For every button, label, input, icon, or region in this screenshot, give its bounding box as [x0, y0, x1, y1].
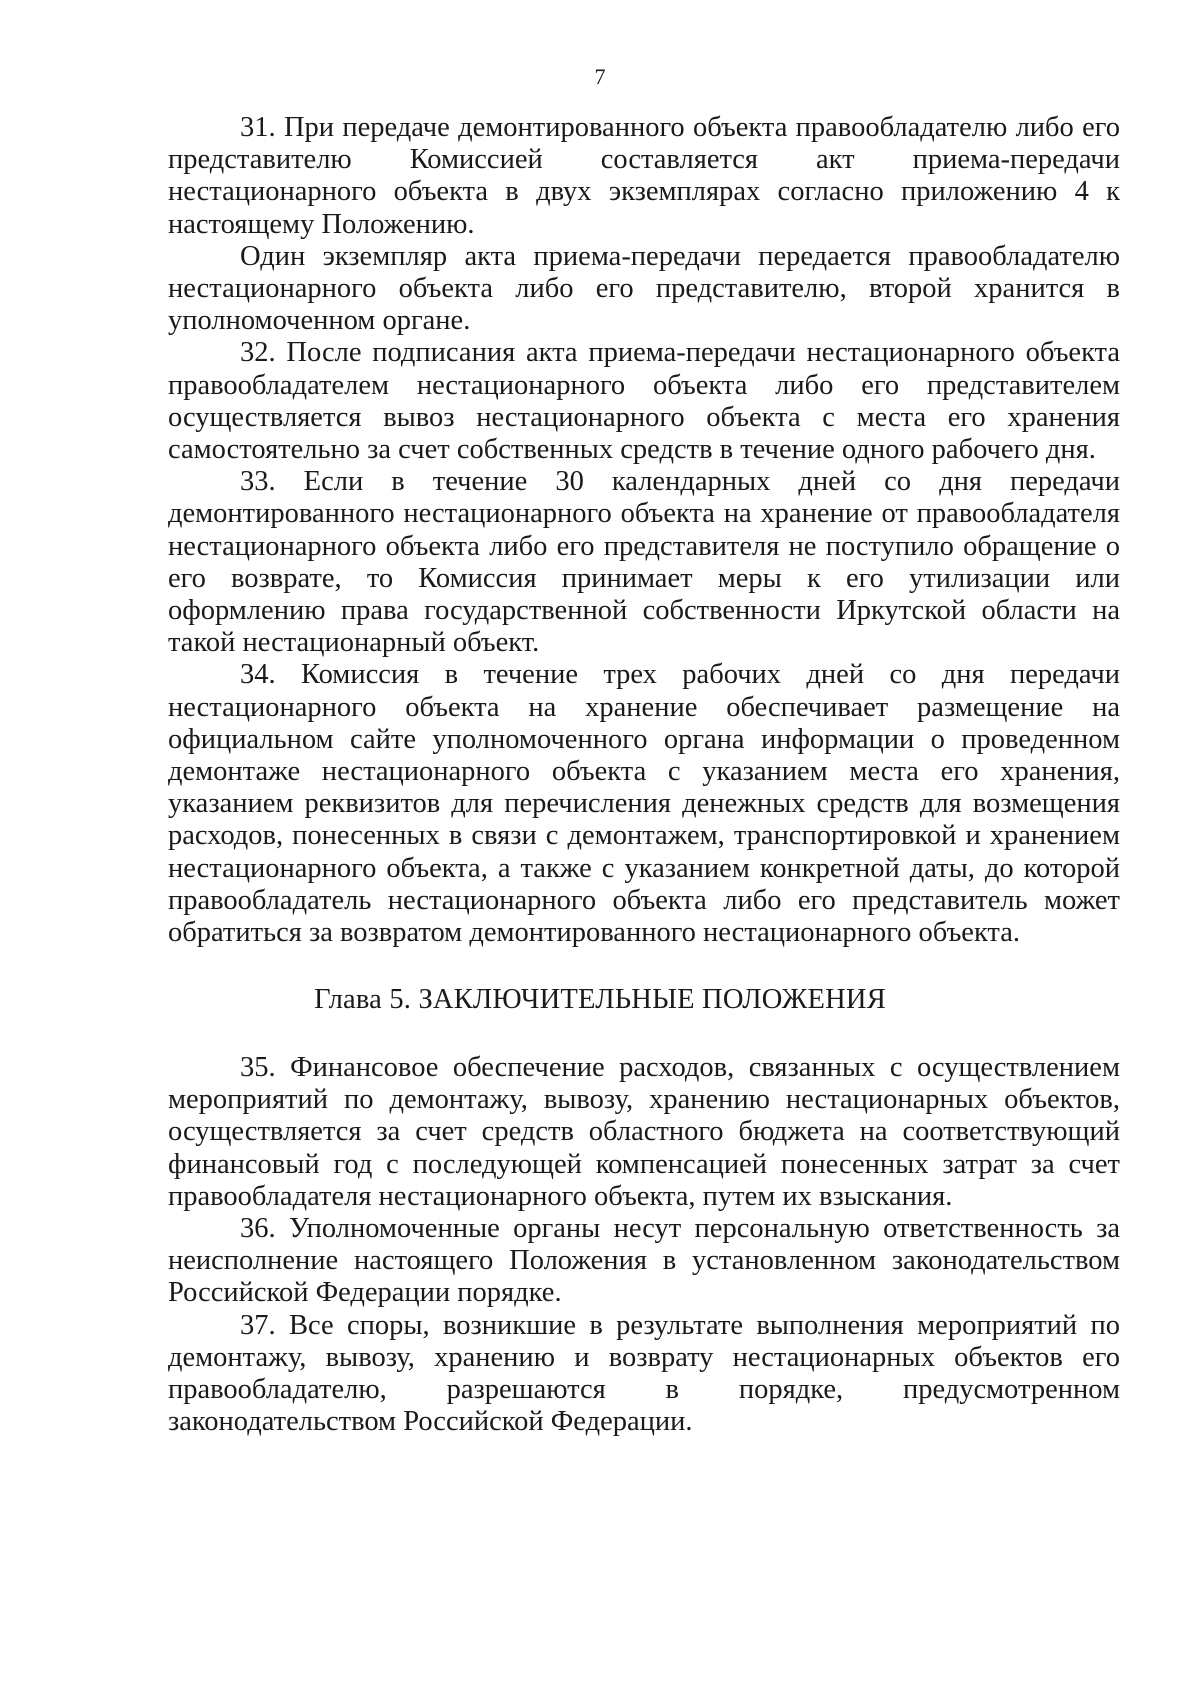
paragraph-34: 34. Комиссия в течение трех рабочих дней со дня передачи нестационарного объекта на хранение обеспечивает размещение на официальном сайте уполномоченного органа информации о проведенном демонтаже нестационарного объекта с указанием места его хранения, указанием реквизитов для перечисления денежных средств для возмещения расходов, понесенных в связи с демонтажем, транспортировкой и хранением нестационарного объекта, а также с указанием конкретной даты, до которой правообладатель нестационарного объекта либо его представитель может обратиться за возвратом демонтированного нестационарного объекта.: [168, 659, 1120, 949]
section-upper: [168, 112, 1120, 949]
paragraph-36: 36. Уполномоченные органы несут персональную ответственность за неисполнение настоящего Положения в установленном законодательством Российской Федерации порядке.: [168, 1213, 1120, 1309]
section-lower: [168, 1052, 1120, 1438]
paragraph-31: 31. При передаче демонтированного объекта правообладателю либо его представителю Комиссией составляется акт приема-передачи нестационарного объекта в двух экземплярах согласно приложению 4 к настоящему Положению.: [168, 112, 1120, 240]
paragraph-32: 32. После подписания акта приема-передачи нестационарного объекта правообладателем нестационарного объекта либо его представителем осуществляется вывоз нестационарного объекта с места его хранения самостоятельно за счет собственных средств в течение одного рабочего дня.: [168, 337, 1120, 466]
paragraph-31-continued: Один экземпляр акта приема-передачи передается правообладателю нестационарного объекта либо его представителю, второй хранится в уполномоченном органе.: [168, 240, 1120, 337]
chapter-5-heading: Глава 5. ЗАКЛЮЧИТЕЛЬНЫЕ ПОЛОЖЕНИЯ: [314, 984, 886, 1015]
paragraph-33: 33. Если в течение 30 календарных дней со дня передачи демонтированного нестационарного объекта на хранение от правообладателя нестационарного объекта либо его представителя не поступило обращение о его возврате, то Комиссия принимает меры к его утилизации или оформлению права государственной собственности Иркутской области на такой нестационарный объект.: [168, 466, 1120, 659]
page-number: 7: [594, 64, 606, 89]
paragraph-37: 37. Все споры, возникшие в результате выполнения мероприятий по демонтажу, вывозу, хранению и возврату нестационарных объектов его правообладателю, разрешаются в порядке, предусмотренном законодательством Российской Федерации.: [168, 1309, 1120, 1438]
paragraph-35: 35. Финансовое обеспечение расходов, связанных с осуществлением мероприятий по демонтажу, вывозу, хранению нестационарных объектов, осуществляется за счет средств областного бюджета на соответствующий финансовый год с последующей компенсацией понесенных затрат за счет правообладателя нестационарного объекта, путем их взыскания.: [168, 1052, 1120, 1212]
